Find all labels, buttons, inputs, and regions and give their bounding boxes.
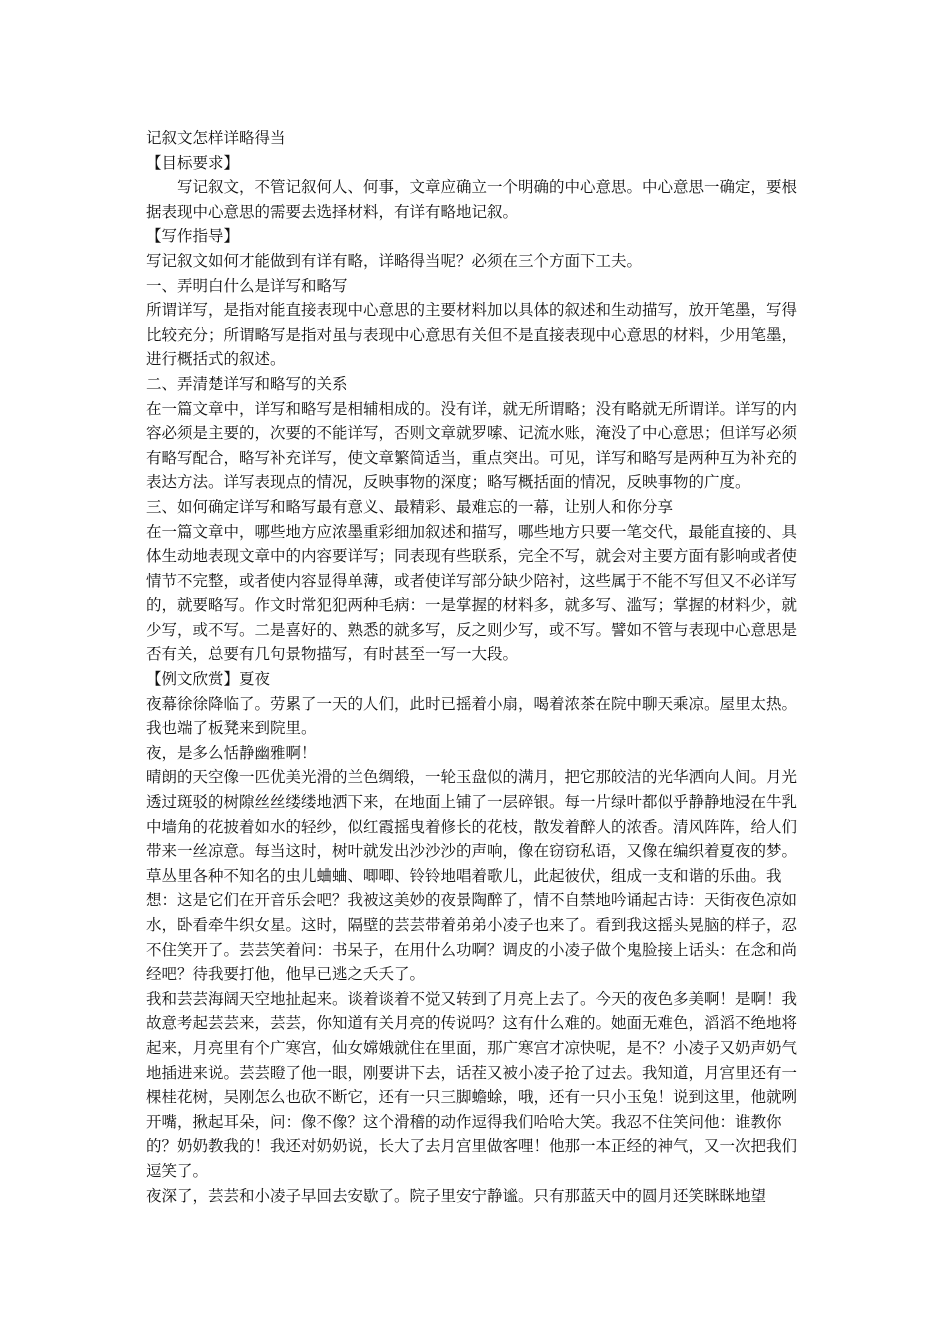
example-paragraph-5: 夜深了，芸芸和小凌子早回去安歇了。院子里安宁静谧。只有那蓝天中的圆月还笑眯眯地望 <box>146 1186 767 1205</box>
subheading-one: 一、弄明白什么是详写和略写 <box>146 276 348 295</box>
paragraph-one: 所谓详写，是指对能直接表现中心意思的主要材料加以具体的叙述和生动描写，放开笔墨，写得比较充分；所谓略写是指对虽与表现中心意思有关但不是直接表现中心意思的材料，少用笔墨，进行概括式的叙述。 <box>146 301 798 369</box>
example-paragraph-2: 夜，是多么恬静幽雅啊！ <box>146 743 317 762</box>
document-title: 记叙文怎样详略得当 <box>146 129 286 147</box>
section-heading-goals: 【目标要求】 <box>146 153 240 172</box>
subheading-three: 三、如何确定详写和略写最有意义、最精彩、最难忘的一幕，让别人和你分享 <box>146 497 674 516</box>
example-paragraph-1: 夜幕徐徐降临了。劳累了一天的人们，此时已摇着小扇，喝着浓茶在院中聊天乘凉。屋里太热。我也端了板凳来到院里。 <box>146 694 798 738</box>
paragraph-three: 在一篇文章中，哪些地方应浓墨重彩细加叙述和描写，哪些地方只要一笔交代，最能直接的、具体生动地表现文章中的内容要详写；同表现有些联系，完全不写，就会对主要方面有影响或者使情节不完整，或者使内容显得单薄，或者使详写部分缺少陪衬，这些属于不能不写但又不必详写的，就要略写。作文时常犯犯两种毛病：一是掌握的材料多，就多写、滥写；掌握的材料少，就少写，或不写。二是喜好的、熟悉的就多写，反之则少写，或不写。譬如不管与表现中心意思是否有关，总要有几句景物描写，有时甚至一写一大段。 <box>146 522 798 664</box>
paragraph-goals: 写记叙文，不管记叙何人、何事，文章应确立一个明确的中心意思。中心意思一确定，要根据表现中心意思的需要去选择材料，有详有略地记叙。 <box>146 178 798 221</box>
paragraph-guidance-intro: 写记叙文如何才能做到有详有略，详略得当呢？必须在三个方面下工夫。 <box>146 251 643 270</box>
example-paragraph-4: 我和芸芸海阔天空地扯起来。谈着谈着不觉又转到了月亮上去了。今天的夜色多美啊！是啊！我故意考起芸芸来，芸芸，你知道有关月亮的传说吗？这有什么难的。她面无难色，滔滔不绝地将起来，月亮里有个广寒宫，仙女嫦娥就住在里面，那广寒宫才凉快呢，是不？小凌子又奶声奶气地插进来说。芸芸瞪了他一眼，刚要讲下去，话茬又被小凌子抢了过去。我知道，月宫里还有一棵桂花树，吴刚怎么也砍不断它，还有一只三脚蟾蜍，哦，还有一只小玉兔！说到这里，他就咧开嘴，揪起耳朵，问：像不像？这个滑稽的动作逗得我们哈哈大笑。我忍不住笑问他：谁教你的？奶奶教我的！我还对奶奶说，长大了去月宫里做客哩！他那一本正经的神气，又一次把我们逗笑了。 <box>146 989 798 1180</box>
paragraph-two: 在一篇文章中，详写和略写是相辅相成的。没有详，就无所谓略；没有略就无所谓详。详写的内容必须是主要的，次要的不能详写，否则文章就罗嗦、记流水账，淹没了中心意思；但详写必须有略写配合，略写补充详写，使文章繁简适当，重点突出。可见，详写和略写是两种互为补充的表达方法。详写表现点的情况，反映事物的深度；略写概括面的情况，反映事物的广度。 <box>146 399 798 492</box>
example-paragraph-3: 晴朗的天空像一匹优美光滑的兰色绸缎，一轮玉盘似的满月，把它那皎洁的光华洒向人间。月光透过斑驳的树隙丝丝缕缕地洒下来，在地面上铺了一层碎银。每一片绿叶都似乎静静地浸在牛乳中墙角的花披着如水的轻纱，似红霞摇曳着修长的花枝，散发着醉人的浓香。清风阵阵，给人们带来一丝凉意。每当这时，树叶就发出沙沙沙的声响，像在窃窃私语，又像在编织着夏夜的梦。草丛里各种不知名的虫儿蛐蛐、唧唧、铃铃地唱着歌儿，此起彼伏，组成一支和谐的乐曲。我想：这是它们在开音乐会吧？我被这美妙的夜景陶醉了，情不自禁地吟诵起古诗：天街夜色凉如水，卧看牵牛织女星。这时，隔壁的芸芸带着弟弟小凌子也来了。看到我这摇头晃脑的样子，忍不住笑开了。芸芸笑着问：书呆子，在用什么功啊？调皮的小凌子做个鬼脸接上话头：在念和尚经吧？待我要打他，他早已逃之夭夭了。 <box>146 768 798 984</box>
section-heading-guidance: 【写作指导】 <box>146 227 240 246</box>
subheading-two: 二、弄清楚详写和略写的关系 <box>146 374 348 393</box>
section-heading-example: 【例文欣赏】夏夜 <box>146 670 271 689</box>
document-page <box>146 126 812 1208</box>
